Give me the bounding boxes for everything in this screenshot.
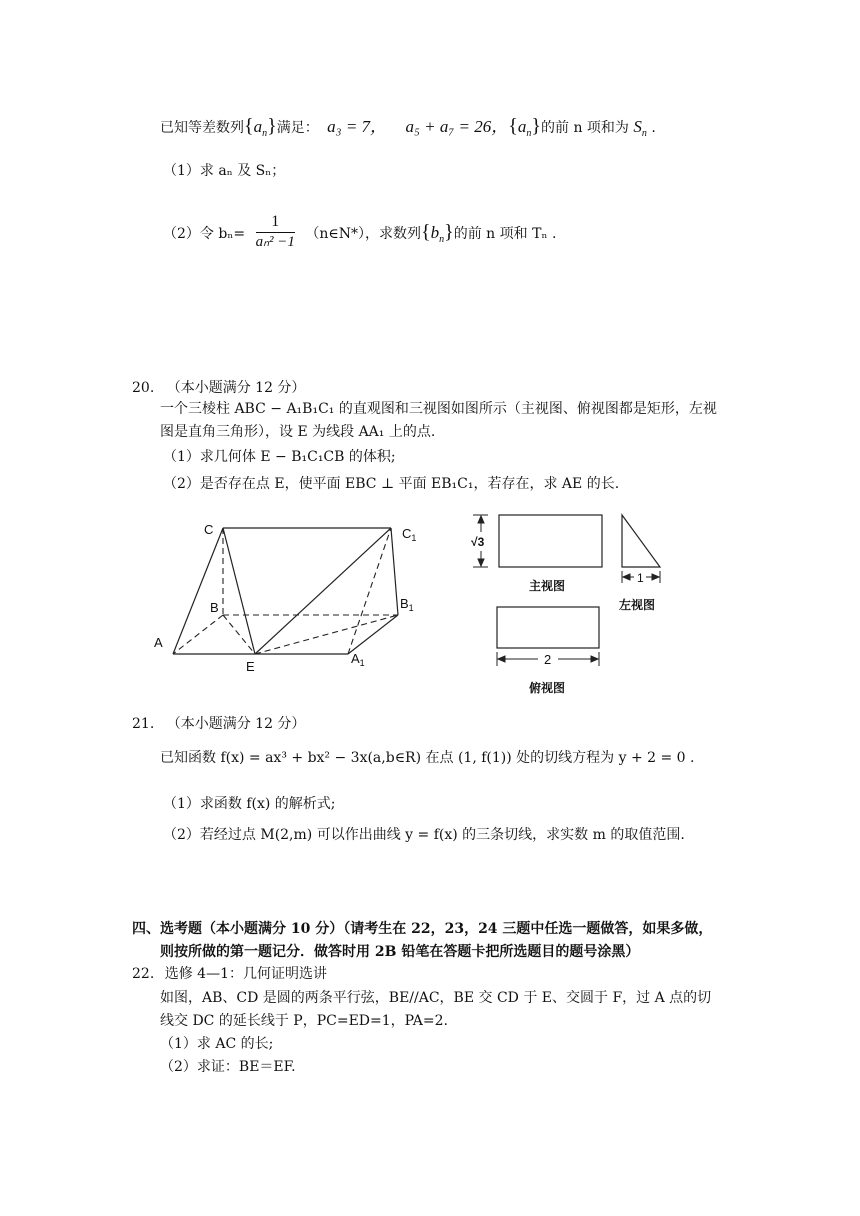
dim-height-label: √3 <box>471 535 485 549</box>
q20-text2: 图是直角三角形），设 E 为线段 AA₁ 上的点. <box>160 424 436 440</box>
q19-statement <box>160 116 656 139</box>
fraction-numerator: 1 <box>256 214 295 233</box>
dim-left-arrow-b <box>652 574 659 580</box>
top-view-dimension <box>497 652 599 666</box>
brace-close: } <box>267 115 277 137</box>
q21-text: 已知函数 f(x) = ax³ + bx² − 3x(a,b∈R) 在点 (1, f(1)) 处的切线方程为 y + 2 = 0 . <box>160 750 695 766</box>
q22-title: 选修 4—1：几何证明选讲 <box>164 966 327 982</box>
label-C1-sub: 1 <box>411 533 417 543</box>
brace-close-2: } <box>531 115 541 137</box>
left-view-dimension <box>622 571 660 583</box>
front-view-dimension <box>473 515 488 567</box>
fraction-denominator: aₙ² −1 <box>255 234 295 250</box>
sub-n-2: n <box>526 128 532 139</box>
label-C: C <box>204 522 214 537</box>
q21-part1: （1）求函数 f(x) 的解析式; <box>163 796 336 812</box>
q20-number: 20. <box>132 380 155 396</box>
label-E: E <box>246 659 255 674</box>
q19-cond2: a₅ + a₇ = 26， <box>405 117 509 136</box>
sub-n: n <box>262 128 268 139</box>
q19-part2-c: 的前 n 项和 Tₙ . <box>453 226 557 242</box>
prism-solid-edges <box>173 528 398 654</box>
brace-open-3: { <box>421 221 431 243</box>
left-view-triangle <box>622 515 660 567</box>
dim-length-label: 2 <box>544 652 552 667</box>
q22-text1: 如图，AB、CD 是圆的两条平行弦，BE//AC，BE 交 CD 于 E、交圆于 F，过 A 点的切 <box>160 990 712 1006</box>
label-A: A <box>154 635 163 650</box>
brace-open-2: { <box>508 115 518 137</box>
section4-line2: 则按所做的第一题记分．做答时用 2B 铅笔在答题卡把所选题目的题号涂黑） <box>160 944 640 960</box>
front-view-caption: 主视图 <box>529 579 566 593</box>
q22-header <box>132 967 327 981</box>
dim-left-arrow-a <box>623 574 630 580</box>
q21-number: 21. <box>132 716 155 732</box>
period: . <box>646 120 656 136</box>
edge-BE-hidden <box>223 615 255 654</box>
q20-text1: 一个三棱柱 ABC − A₁B₁C₁ 的直观图和三视图如图所示（主视图、俯视图都是矩形，左视 <box>160 401 717 417</box>
q19-seq: a <box>253 117 263 136</box>
prism-hidden-edges <box>173 528 398 654</box>
q20-part2: （2）是否存在点 E，使平面 EBC ⊥ 平面 EB₁C₁，若存在，求 AE 的长. <box>163 476 620 492</box>
label-B1 <box>400 596 414 613</box>
label-A1-main: A <box>351 651 360 666</box>
q19-part1: （1）求 aₙ 及 Sₙ； <box>163 163 286 179</box>
edge-BA-hidden <box>173 615 223 654</box>
dim-width-label: 1 <box>637 571 644 585</box>
edge-CE <box>223 528 255 654</box>
front-view-rect <box>499 515 602 567</box>
q19-S: S <box>633 117 642 136</box>
q21-header <box>132 717 305 731</box>
brace-open: { <box>244 115 254 137</box>
edge-A1C1-hidden <box>348 528 391 654</box>
q19-part2-b: （n∈N*），求数列 <box>305 226 422 242</box>
sub-n-4: n <box>439 234 445 245</box>
label-A1-sub: 1 <box>359 658 365 668</box>
label-C1-main: C <box>402 526 412 541</box>
edge-EB1-hidden <box>255 615 398 654</box>
label-B1-main: B <box>400 596 409 611</box>
top-view-rect <box>497 607 599 648</box>
q22-text2: 线交 DC 的延长线于 P，PC=ED=1，PA=2. <box>160 1013 448 1029</box>
q19-cond1: a₃ = 7， <box>327 117 388 136</box>
q20-score: （本小题满分 12 分） <box>166 380 306 396</box>
q20-header <box>132 381 305 395</box>
q20-part1: （1）求几何体 E − B₁C₁CB 的体积; <box>163 449 396 465</box>
q19-intro-c: 的前 n 项和为 <box>541 120 629 136</box>
label-A1 <box>351 651 365 668</box>
left-view-caption: 左视图 <box>619 598 656 612</box>
brace-close-3: } <box>444 221 454 243</box>
q19-seq-2: a <box>517 117 527 136</box>
edge-A1B1 <box>348 615 398 654</box>
q19-intro-b: 满足： <box>276 120 319 136</box>
dim-arrow-up <box>478 516 484 523</box>
label-B1-sub: 1 <box>408 603 414 613</box>
sub-n-3: n <box>641 128 647 139</box>
dim-arrow-down <box>478 559 484 566</box>
dim-top-arrow-b <box>591 656 598 662</box>
edge-EC1 <box>255 528 391 654</box>
section4-line1: 四、选考题（本小题满分 10 分）（请考生在 22，23，24 三题中任选一题做答，如果多做， <box>132 921 713 937</box>
dim-top-arrow-a <box>498 656 505 662</box>
edge-CA <box>173 528 223 654</box>
label-B: B <box>210 600 219 615</box>
edge-B1C1 <box>391 528 398 615</box>
q22-part2: （2）求证：BE＝EF. <box>160 1059 296 1075</box>
q21-score: （本小题满分 12 分） <box>166 716 306 732</box>
q22-part1: （1）求 AC 的长; <box>160 1036 274 1052</box>
q19-fraction <box>256 214 295 250</box>
q21-part2: （2）若经过点 M(2,m) 可以作出曲线 y = f(x) 的三条切线，求实数 m 的取值范围. <box>163 827 685 843</box>
q19-part2 <box>163 213 557 252</box>
q19-part2-a: （2）令 bₙ= <box>163 226 246 242</box>
q19-intro-a: 已知等差数列 <box>160 120 244 136</box>
q19-part2-seq: b <box>430 223 440 242</box>
label-C1 <box>402 526 416 543</box>
q22-number: 22. <box>132 966 155 982</box>
top-view-caption: 俯视图 <box>529 681 566 695</box>
